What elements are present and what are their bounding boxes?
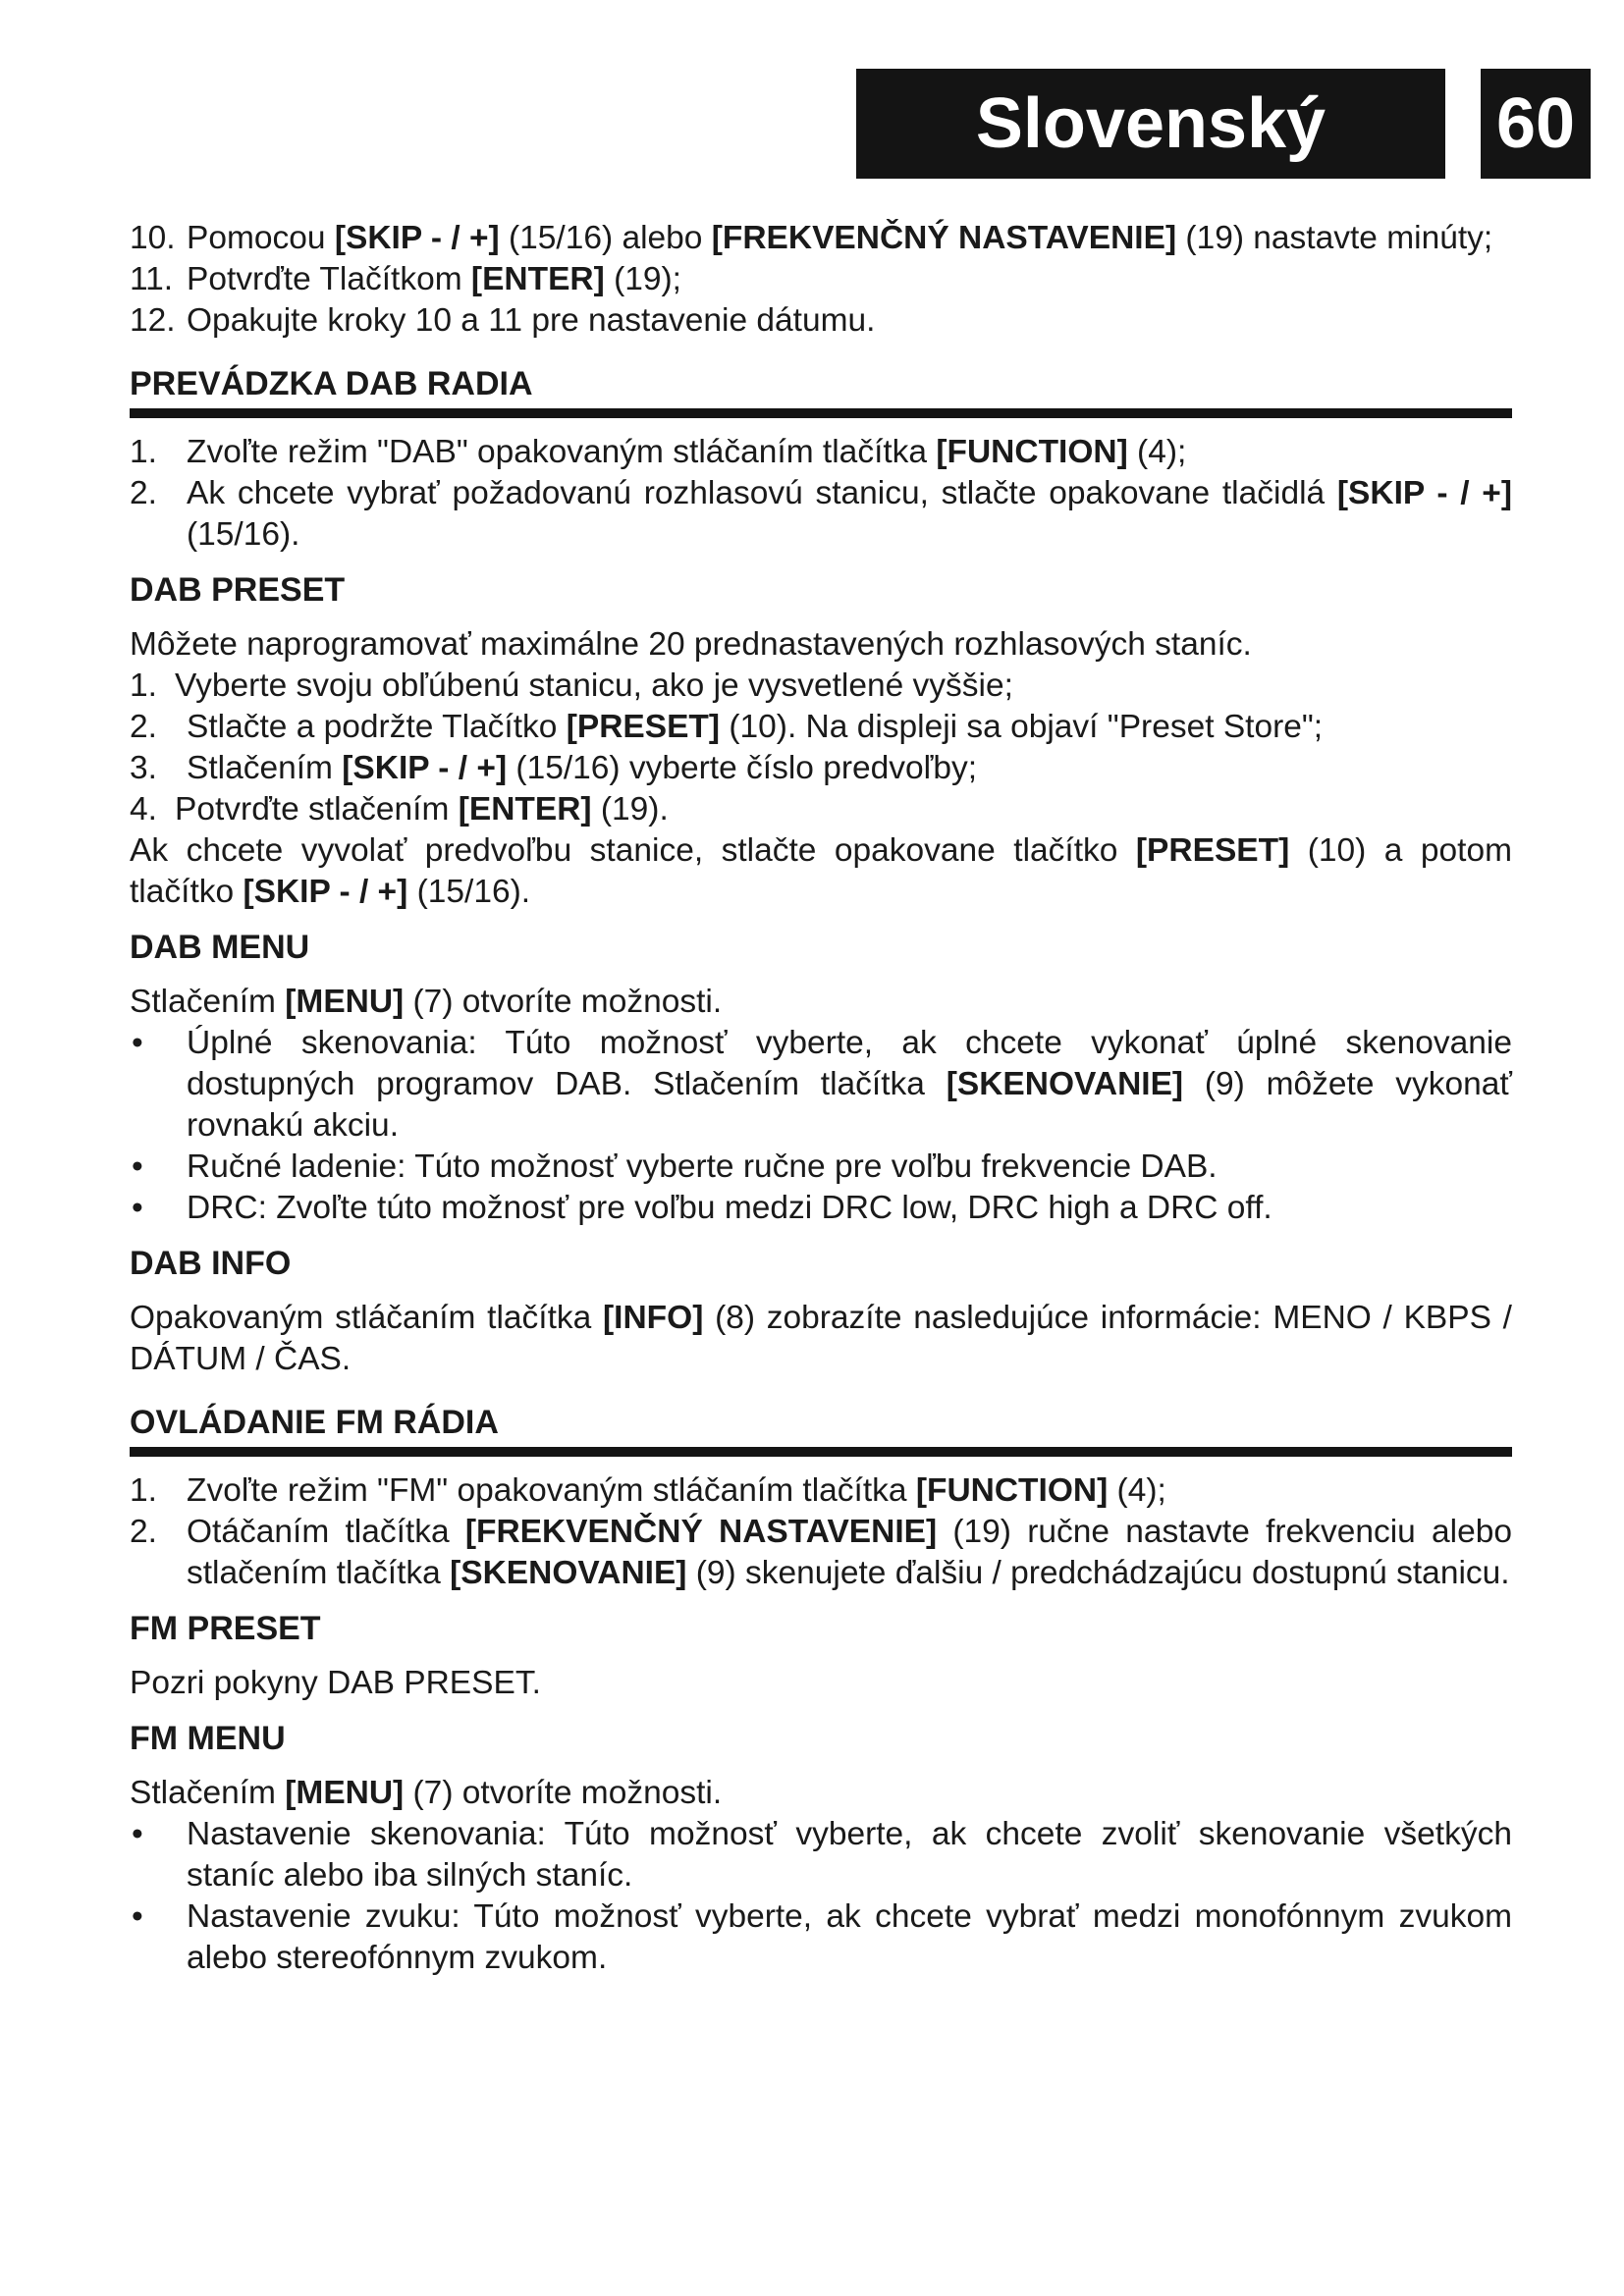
- step-text: Vyberte svoju obľúbenú stanicu, ako je vysvetlené vyššie;: [175, 667, 1013, 704]
- paragraph: Stlačením [MENU] (7) otvoríte možnosti.: [130, 984, 723, 1020]
- manual-content: [130, 218, 1512, 1979]
- bullet-icon: •: [132, 1025, 143, 1061]
- bullet-text: DRC: Zvoľte túto možnosť pre voľbu medzi DRC low, DRC high a DRC off.: [187, 1190, 1272, 1226]
- section-title-dab-operation: PREVÁDZKA DAB RADIA: [130, 365, 533, 402]
- step-number: 2.: [130, 1514, 157, 1550]
- list-item: [130, 473, 1512, 556]
- list-item: [130, 707, 1512, 748]
- bullet-icon: •: [132, 1190, 143, 1226]
- list-item: [130, 300, 1512, 342]
- step-number: 1.: [130, 1472, 157, 1509]
- paragraph: Ak chcete vyvolať predvoľbu stanice, stlačte opakovane tlačítko [PRESET] (10) a potom tlačítko [SKIP - / +] (15/16).: [130, 832, 1513, 910]
- list-item: [130, 666, 1512, 707]
- list-item: [130, 1896, 1512, 1979]
- step-number: 2.: [130, 475, 157, 511]
- subsection-title-dab-preset: DAB PRESET: [130, 571, 346, 609]
- bullet-text: Ručné ladenie: Túto možnosť vyberte ručne pre voľbu frekvencie DAB.: [187, 1148, 1218, 1185]
- list-item: [130, 748, 1512, 789]
- list-item: [130, 1814, 1512, 1896]
- bullet-icon: •: [132, 1148, 143, 1185]
- step-text: Stlačením [SKIP - / +] (15/16) vyberte číslo predvoľby;: [187, 750, 978, 786]
- step-text: Opakujte kroky 10 a 11 pre nastavenie dátumu.: [187, 302, 876, 339]
- step-number: 4.: [130, 791, 157, 828]
- bullet-icon: •: [132, 1816, 143, 1852]
- section-divider: [130, 1447, 1512, 1457]
- subsection-title-fm-menu: FM MENU: [130, 1720, 286, 1757]
- list-item: [130, 1023, 1512, 1147]
- paragraph: Pozri pokyny DAB PRESET.: [130, 1665, 541, 1701]
- step-number: 1.: [130, 434, 157, 470]
- list-item: [130, 259, 1512, 300]
- list-item: [130, 1512, 1512, 1594]
- bullet-text: Nastavenie skenovania: Túto možnosť vyberte, ak chcete zvoliť skenovanie všetkých staníc alebo iba silných staníc.: [187, 1816, 1512, 1894]
- step-text: Zvoľte režim "FM" opakovaným stláčaním tlačítka [FUNCTION] (4);: [187, 1472, 1166, 1509]
- step-text: Zvoľte režim "DAB" opakovaným stláčaním tlačítka [FUNCTION] (4);: [187, 434, 1187, 470]
- paragraph: Opakovaným stláčaním tlačítka [INFO] (8) zobrazíte nasledujúce informácie: MENO / KBPS / DÁTUM / ČAS.: [130, 1300, 1512, 1377]
- step-number: 10.: [130, 220, 176, 256]
- step-number: 1.: [130, 667, 157, 704]
- list-item: [130, 1188, 1512, 1229]
- list-item: [130, 789, 1512, 830]
- page-number: 60: [1481, 69, 1591, 179]
- list-item: [130, 218, 1512, 259]
- bullet-text: Nastavenie zvuku: Túto možnosť vyberte, ak chcete vybrať medzi monofónnym zvukom alebo stereofónnym zvukom.: [187, 1898, 1512, 1976]
- section-divider: [130, 408, 1512, 418]
- step-text: Pomocou [SKIP - / +] (15/16) alebo [FREKVENČNÝ NASTAVENIE] (19) nastavte minúty;: [187, 220, 1493, 256]
- bullet-text: Úplné skenovania: Túto možnosť vyberte, ak chcete vykonať úplné skenovanie dostupných programov DAB. Stlačením tlačítka [SKENOVANIE] (9) môžete vykonať rovnakú akciu.: [187, 1025, 1512, 1144]
- subsection-title-fm-preset: FM PRESET: [130, 1610, 321, 1647]
- bullet-icon: •: [132, 1898, 143, 1935]
- list-item: [130, 432, 1512, 473]
- step-number: 11.: [130, 261, 174, 297]
- step-text: Stlačte a podržte Tlačítko [PRESET] (10). Na displeji sa objaví "Preset Store";: [187, 709, 1324, 745]
- list-item: [130, 1147, 1512, 1188]
- subsection-title-dab-menu: DAB MENU: [130, 929, 310, 966]
- paragraph: Môžete naprogramovať maximálne 20 prednastavených rozhlasových staníc.: [130, 626, 1252, 663]
- step-number: 12.: [130, 302, 176, 339]
- language-label: Slovenský: [856, 69, 1445, 179]
- step-number: 3.: [130, 750, 157, 786]
- paragraph: Stlačením [MENU] (7) otvoríte možnosti.: [130, 1775, 723, 1811]
- step-text: Potvrďte stlačením [ENTER] (19).: [175, 791, 669, 828]
- section-title-fm-operation: OVLÁDANIE FM RÁDIA: [130, 1404, 499, 1441]
- step-text: Otáčaním tlačítka [FREKVENČNÝ NASTAVENIE] (19) ručne nastavte frekvenciu alebo stlačením tlačítka [SKENOVANIE] (9) skenujete ďalšiu / predchádzajúcu dostupnú stanicu.: [187, 1514, 1512, 1591]
- step-text: Ak chcete vybrať požadovanú rozhlasovú stanicu, stlačte opakovane tlačidlá [SKIP - / +] (15/16).: [187, 475, 1513, 553]
- list-item: [130, 1470, 1512, 1512]
- step-text: Potvrďte Tlačítkom [ENTER] (19);: [187, 261, 681, 297]
- subsection-title-dab-info: DAB INFO: [130, 1245, 292, 1282]
- step-number: 2.: [130, 709, 157, 745]
